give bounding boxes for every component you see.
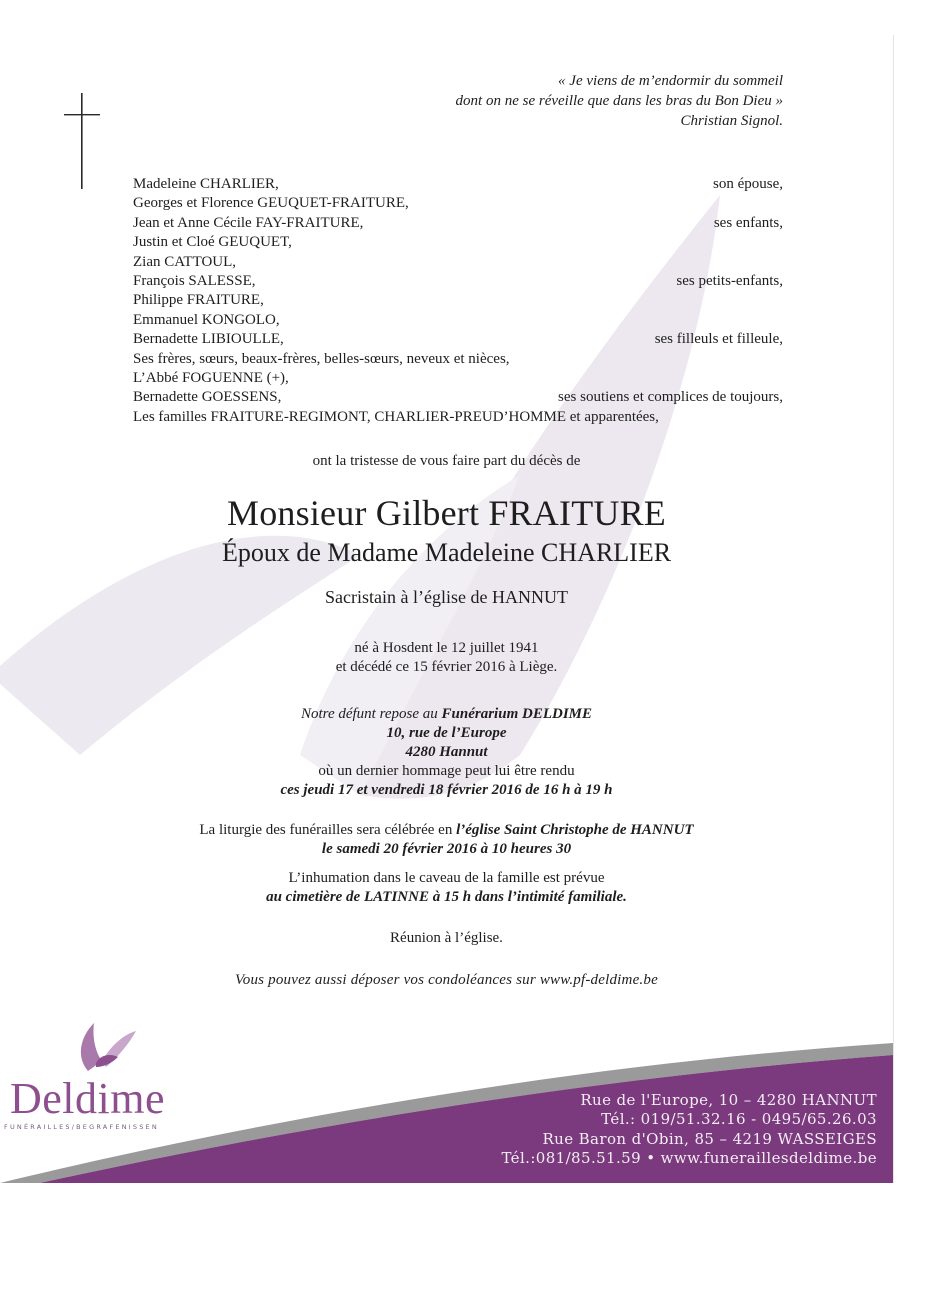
quote-line-1: « Je viens de m’endormir du sommeil (558, 73, 783, 89)
family-member-name: Georges et Florence GEUQUET-FRAITURE, (133, 195, 409, 212)
family-member-name: Madeleine CHARLIER, (133, 176, 279, 192)
repose-city: 4280 Hannut (405, 744, 488, 760)
family-list (133, 175, 783, 427)
family-member-name: Les familles FRAITURE-REGIMONT, CHARLIER-PREUD’HOMME et apparentées, (133, 408, 659, 425)
family-relation: ses soutiens et complices de toujours, (558, 389, 783, 406)
death-line: et décédé ce 15 février 2016 à Liège. (335, 659, 558, 675)
family-relation: ses filleuls et filleule, (654, 331, 783, 348)
family-member-name: Zian CATTOUL, (133, 253, 237, 270)
spouse-line: Époux de Madame Madeleine CHARLIER (221, 538, 672, 567)
condolences-text: Vous pouvez aussi déposer vos condoléances sur www.pf-deldime.be (235, 972, 658, 988)
burial-line-1: L’inhumation dans le caveau de la famille est prévue (288, 870, 605, 886)
family-row (133, 233, 783, 252)
quote-line-2: dont on ne se réveille que dans les bras du Bon Dieu » (455, 93, 783, 109)
contact-line-1: Rue de l'Europe, 10 – 4280 HANNUT (580, 1091, 877, 1109)
family-row (133, 330, 783, 349)
deceased-name: Monsieur Gilbert FRAITURE (227, 493, 666, 533)
intro-text: ont la tristesse de vous faire part du décès de (312, 453, 581, 469)
family-member-name: Jean et Anne Cécile FAY-FRAITURE, (133, 214, 364, 231)
family-row (133, 253, 783, 272)
repose-place: Funérarium DELDIME (441, 706, 592, 722)
role-line: Sacristain à l’église de HANNUT (325, 587, 568, 607)
family-member-name: Philippe FRAITURE, (133, 292, 264, 309)
brand-tagline: FUNÉRAILLES/BEGRAFENISSEN (4, 1123, 159, 1131)
family-member-name: Ses frères, sœurs, beaux-frères, belles-sœurs, neveux et nièces, (133, 350, 510, 367)
family-member-name: Justin et Cloé GEUQUET, (133, 234, 292, 251)
family-row (133, 408, 783, 427)
liturgy-prefix: La liturgie des funérailles sera célébrée en (199, 822, 457, 838)
repose-street: 10, rue de l’Europe (386, 725, 507, 741)
family-row (133, 311, 783, 330)
liturgy-date: le samedi 20 février 2016 à 10 heures 30 (321, 841, 572, 857)
family-row (133, 272, 783, 291)
repose-homage: où un dernier hommage peut lui être rendu (318, 763, 575, 779)
family-row (133, 369, 783, 388)
obituary-card (0, 35, 894, 1183)
birth-line: né à Hosdent le 12 juillet 1941 (354, 640, 539, 656)
contact-line-3: Rue Baron d'Obin, 85 – 4219 WASSEIGES (542, 1129, 877, 1148)
contact-line-4: Tél.:081/85.51.59 • www.funeraillesdeldime.be (501, 1149, 877, 1168)
dates-block (0, 639, 893, 677)
reunion-text: Réunion à l’église. (390, 930, 503, 946)
brand-name: Deldime (10, 1074, 166, 1123)
contact-line-2: Tél.: 019/51.32.16 - 0495/65.26.03 (601, 1110, 877, 1129)
burial-block (0, 869, 893, 907)
liturgy-block (0, 821, 893, 859)
family-row (133, 175, 783, 194)
family-member-name: Emmanuel KONGOLO, (133, 311, 280, 328)
liturgy-church: l’église Saint Christophe de HANNUT (456, 822, 694, 838)
repose-hours: ces jeudi 17 et vendredi 18 février 2016 de 16 h à 19 h (280, 782, 613, 798)
repose-prefix: Notre défunt repose au (300, 706, 442, 722)
family-row (133, 350, 783, 369)
contact-block (501, 1091, 877, 1169)
family-relation: son épouse, (713, 176, 783, 192)
burial-line-2: au cimetière de LATINNE à 15 h dans l’intimité familiale. (266, 889, 627, 905)
family-member-name: Bernadette GOESSENS, (133, 389, 282, 406)
family-member-name: Bernadette LIBIOULLE, (133, 331, 284, 348)
cross-icon (64, 93, 104, 189)
family-relation: ses petits-enfants, (676, 272, 783, 289)
family-member-name: François SALESSE, (133, 272, 256, 289)
family-row (133, 388, 783, 407)
quote-author: Christian Signol. (680, 113, 783, 129)
family-row (133, 214, 783, 233)
repose-block (0, 705, 893, 800)
family-relation: ses enfants, (713, 214, 783, 231)
family-row (133, 194, 783, 213)
quote-block (263, 71, 783, 131)
family-row (133, 291, 783, 310)
dove-logo-icon (66, 1017, 138, 1073)
family-member-name: L’Abbé FOGUENNE (+), (133, 369, 289, 386)
